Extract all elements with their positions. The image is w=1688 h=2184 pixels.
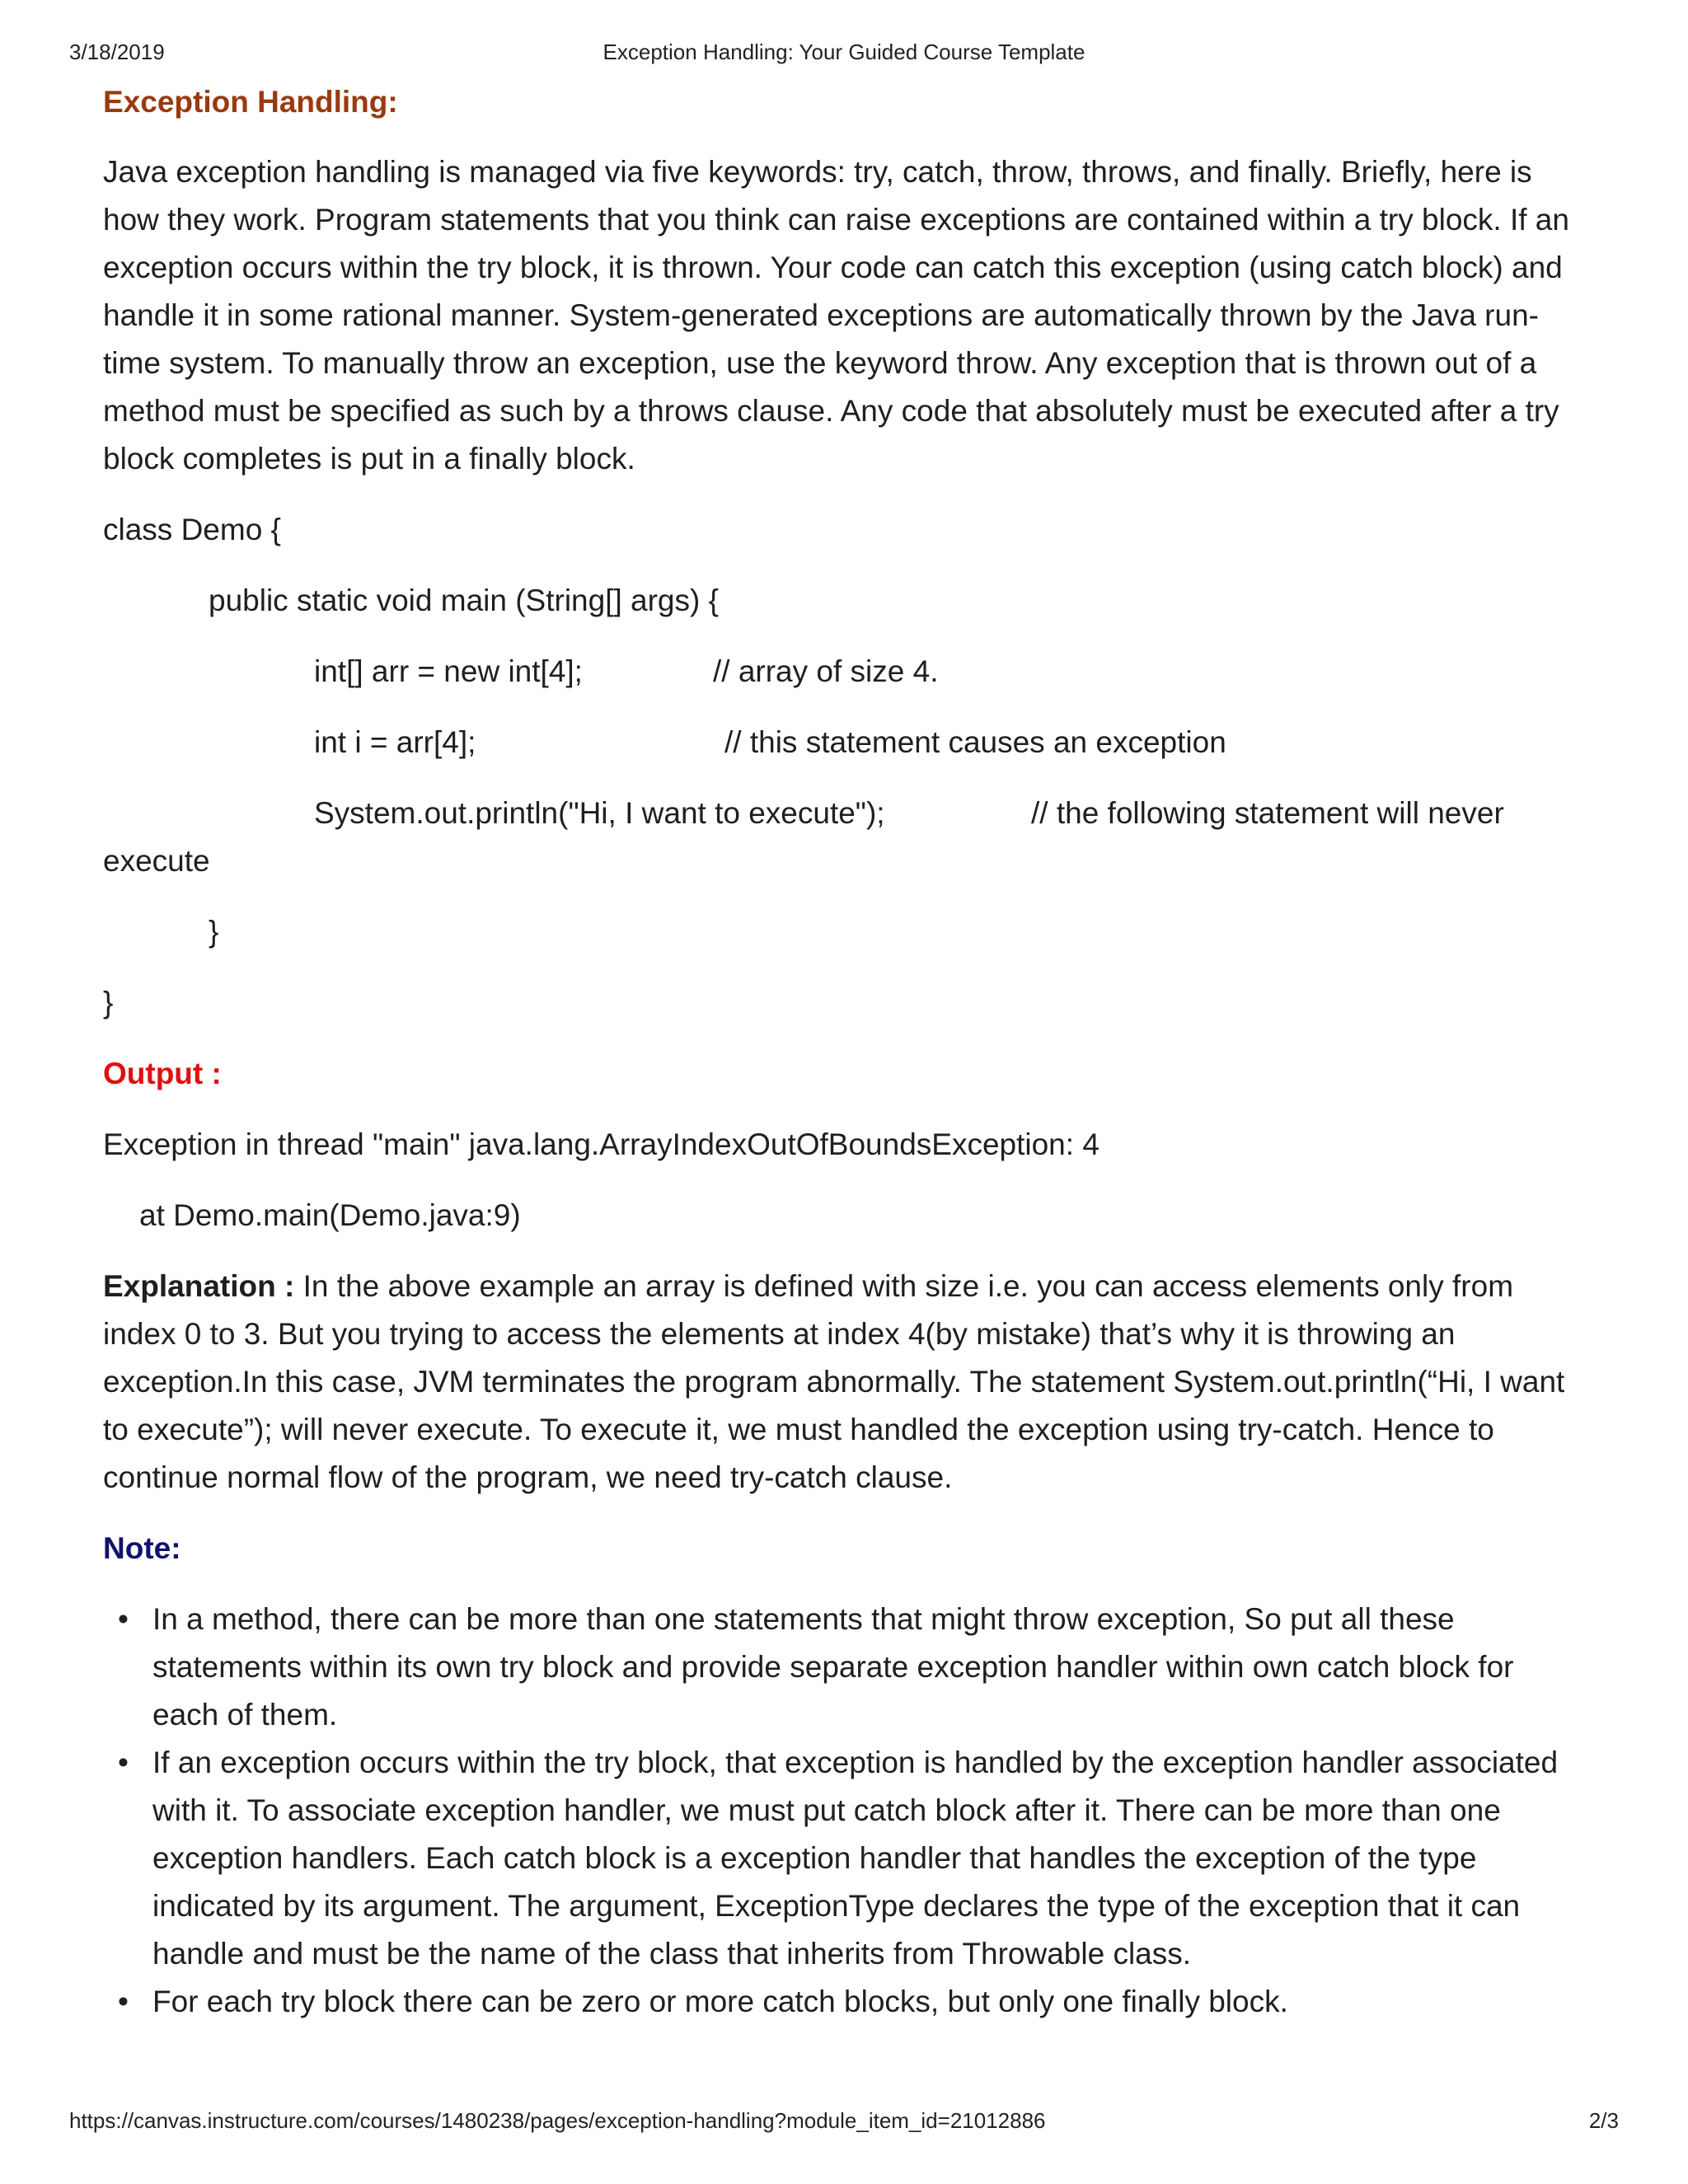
code-comment: // the following statement will never [1031, 796, 1504, 830]
bullet-icon: • [118, 1746, 129, 1779]
code-statement: int i = arr[4]; [314, 725, 476, 759]
page-header [69, 40, 1619, 68]
list-item [118, 1739, 1587, 1978]
code-line-println [103, 790, 1587, 885]
page-footer [69, 2108, 1619, 2136]
code-statement: System.out.println("Hi, I want to execute"); [314, 796, 885, 830]
code-comment: // array of size 4. [713, 654, 939, 688]
note-text: For each try block there can be zero or more catch blocks, but only one finally block. [152, 1985, 1288, 2018]
explanation-label: Explanation : [103, 1269, 295, 1303]
list-item [118, 1978, 1587, 2026]
output-heading: Output : [103, 1057, 222, 1090]
page-number: 2/3 [1588, 2108, 1619, 2133]
code-statement: int[] arr = new int[4]; [314, 654, 583, 688]
code-class-open: class Demo { [103, 513, 281, 546]
output-line-stacktrace: at Demo.main(Demo.java:9) [139, 1198, 521, 1232]
note-text: If an exception occurs within the try block, that exception is handled by the exception handler associated with it. To associate exception handler, we must put catch block after it. There can be more than one exception handlers. Each catch block is a exception handler that handles the exception of the type indicated by its argument. The argument, ExceptionType declares the type of the exception that it can handle and must be the name of the class that inherits from Throwable class. [152, 1746, 1559, 1971]
print-title: Exception Handling: Your Guided Course Template [603, 40, 1085, 64]
code-line-array-access [103, 719, 1587, 766]
code-main-close: } [209, 915, 219, 949]
code-line-array-decl [103, 648, 1587, 696]
notes-list [103, 1596, 1587, 2026]
code-main-open: public static void main (String[] args) { [209, 583, 719, 617]
explanation-paragraph [103, 1263, 1587, 1502]
list-item [118, 1596, 1587, 1739]
page-content [103, 79, 1587, 2026]
intro-paragraph: Java exception handling is managed via five keywords: try, catch, throw, throws, and finally. Briefly, here is how they work. Program statements that you think can raise exceptions are contained within a try block. If an exception occurs within the try block, it is thrown. Your code can catch this exception (using catch block) and handle it in some rational manner. System-generated exceptions are automatically thrown by the Java run-time system. To manually throw an exception, use the keyword throw. Any exception that is thrown out of a method must be specified as such by a throws clause. Any code that absolutely must be executed after a try block completes is put in a finally block. [103, 155, 1569, 476]
code-comment: // this statement causes an exception [724, 725, 1226, 759]
note-heading: Note: [103, 1531, 181, 1565]
code-example [103, 506, 1587, 1027]
explanation-text: In the above example an array is defined with size i.e. you can access elements only from index 0 to 3. But you trying to access the elements at index 4(by mistake) that’s why it is throwing an exception.In this case, JVM terminates the program abnormally. The statement System.out.println(“Hi, I want to execute”); will never execute. To execute it, we must handled the exception using try-catch. Hence to continue normal flow of the program, we need try-catch clause. [103, 1269, 1565, 1494]
output-line-exception: Exception in thread "main" java.lang.ArrayIndexOutOfBoundsException: 4 [103, 1127, 1100, 1161]
print-url: https://canvas.instructure.com/courses/1480238/pages/exception-handling?module_item_id=21012886 [69, 2108, 1046, 2133]
bullet-icon: • [118, 1602, 129, 1636]
bullet-icon: • [118, 1985, 129, 2018]
note-text: In a method, there can be more than one statements that might throw exception, So put all these statements within its own try block and provide separate exception handler within own catch block for each of them. [152, 1602, 1514, 1732]
section-heading: Exception Handling: [103, 85, 398, 119]
code-class-close: } [103, 986, 114, 1019]
code-comment-wrap: execute [103, 844, 210, 878]
print-date: 3/18/2019 [69, 40, 165, 64]
